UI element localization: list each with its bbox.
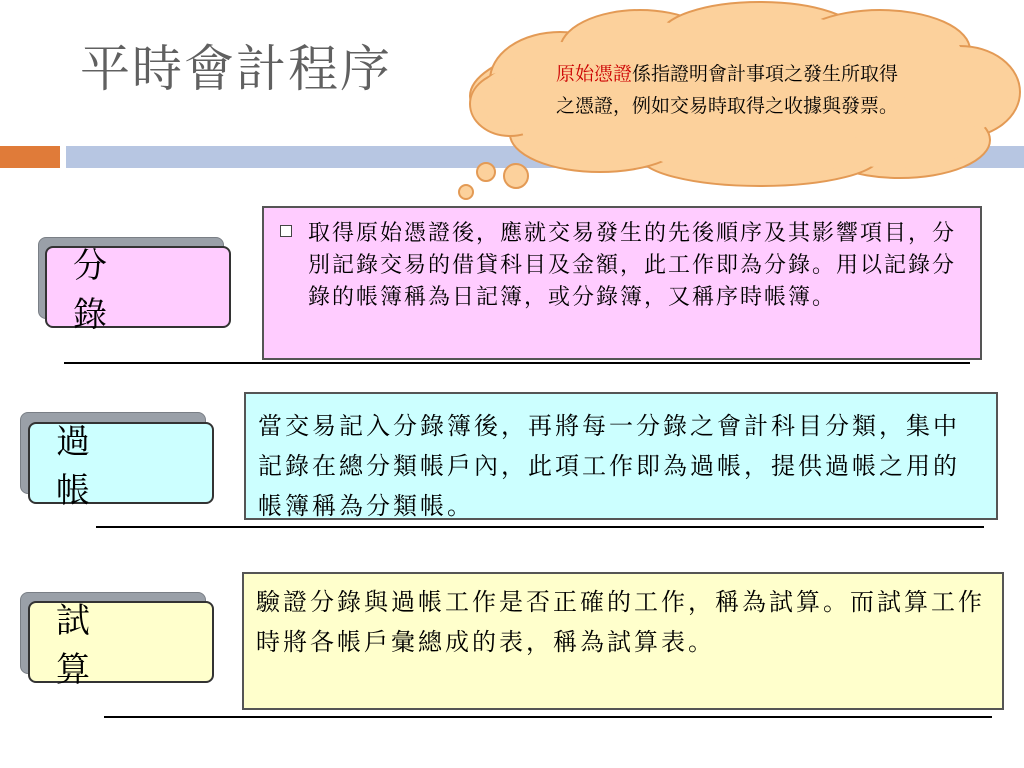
step-label-journal [45,246,231,335]
section-divider [64,362,970,364]
step-description-text: 取得原始憑證後，應就交易發生的先後順序及其影響項目，分別記錄交易的借貸科目及金額，此工作即為分錄。用以記錄分錄的帳簿稱為日記簿，或分錄簿，又稱序時帳簿。 [308,221,957,310]
section-divider [104,716,992,718]
step-description-text: 驗證分錄與過帳工作是否正確的工作，稱為試算。而試算工作時將各帳戶彙總成的表，稱為試算表。 [256,588,985,656]
slide-title: 平時會計程序 [80,40,392,98]
section-divider [96,526,984,528]
step-label-text: 過 帳 [56,422,176,511]
step-label-posting [28,422,214,511]
step-label-text: 試 算 [56,601,176,690]
bullet-icon [280,225,292,237]
step-description-text: 當交易記入分錄簿後，再將每一分錄之會計科目分類，集中記錄在總分類帳戶內，此項工作即為過帳，提供過帳之用的帳簿稱為分類帳。 [258,412,960,520]
step-description-journal [262,206,982,360]
callout-text [556,58,908,122]
step-label-trial-balance [28,601,214,690]
callout-highlight-term: 原始憑證 [556,63,633,85]
step-label-text: 分 錄 [73,246,193,335]
step-description-trial-balance [242,572,1004,710]
step-description-posting [244,392,998,520]
callout-definition: 係指證明會計事項之發生所取得之憑證，例如交易時取得之收據與發票。 [556,63,899,117]
